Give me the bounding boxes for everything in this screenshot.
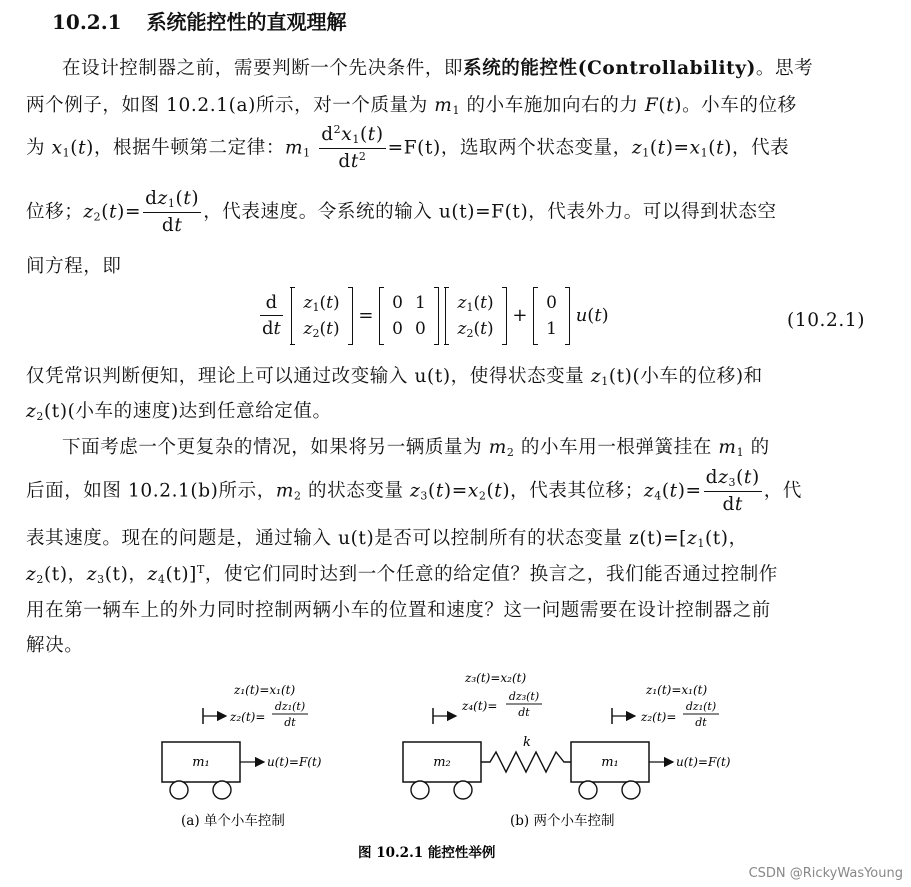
figure-carts: [0, 660, 911, 887]
equation-number: (10.2.1): [787, 310, 866, 331]
wheel: [622, 781, 640, 799]
svg-text:m₁: m₁: [192, 755, 210, 770]
svg-text:dz₃(t): dz₃(t): [508, 690, 540, 703]
spring: [481, 752, 571, 772]
p1-line5: 间方程，即: [26, 256, 122, 277]
wheel: [411, 781, 429, 799]
p3-line6: 解决。: [26, 635, 84, 656]
fig-b-eq-z4: z₄(t)=: [462, 699, 498, 713]
p1-line1: 在设计控制器之前，需要判断一个先决条件，即系统的能控性(Controllability)。思考: [62, 58, 814, 79]
svg-text:dz₁(t): dz₁(t): [685, 700, 717, 713]
p1-line2: 两个例子，如图 10.2.1(a)所示，对一个质量为 $m_1$ 的小车施加向右的力 F(t)。小车的位移: [26, 95, 797, 117]
matrix-b: 0 1: [533, 288, 570, 344]
p3-line1: 下面考虑一个更复杂的情况，如果将另一辆质量为 $m_2$ 的小车用一根弹簧挂在 $m_1$ 的: [62, 437, 770, 459]
wheel: [454, 781, 472, 799]
svg-text:dt: dt: [518, 706, 530, 719]
wheel: [170, 781, 188, 799]
fig-b-eq-z3: z₃(t)=x₂(t): [465, 671, 527, 685]
svg-text:m₂: m₂: [433, 755, 451, 770]
p3-line5: 用在第一辆车上的外力同时控制两辆小车的位置和速度？这一问题需要在设计控制器之前: [26, 600, 771, 621]
wheel: [579, 781, 597, 799]
p3-line2: 后面，如图 10.2.1(b)所示，$m_2$ 的状态变量 $z_3(t)=x_2(t)$，代表其位移；$z_4(t)=$ $\frac{dz_3(t)}{dt}$ ，代: [26, 467, 802, 515]
fig-b-input: u(t)=F(t): [676, 755, 731, 769]
fig-b-eq-z1: z₁(t)=x₁(t): [646, 683, 708, 697]
section-number: 10.2.1: [52, 10, 122, 34]
fig-b-eq-z2: z₂(t)=: [641, 710, 677, 724]
p3-line4: $z_2(t)$，$z_3(t)$，$z_4(t)]^T$，使它们同时达到一个任意的给定值？换言之，我们能否通过控制作: [26, 563, 778, 586]
svg-text:dt: dt: [695, 716, 707, 729]
state-vector: $z_1(t)$ $z_2(t)$: [291, 288, 353, 344]
fig-a-input: u(t)=F(t): [267, 755, 322, 769]
figure-b: [403, 671, 731, 829]
p3-line3: 表其速度。现在的问题是，通过输入 u(t)是否可以控制所有的状态变量 $z(t)=[z_1(t)$，: [26, 528, 748, 550]
section-heading: [52, 6, 347, 35]
fig-a-eq-z1: z₁(t)=x₁(t): [234, 683, 296, 697]
watermark: CSDN @RickyWasYoung: [748, 866, 903, 881]
matrix-a: 0 1 0 0: [379, 288, 439, 344]
figure-a: [162, 683, 322, 829]
svg-text:dz₁(t): dz₁(t): [274, 700, 306, 713]
p1-line3: 为 $x_1(t)$，根据牛顿第二定律：$m_1$ $\frac{d^2x_1(t)}{dt^2}$ =F(t)，选取两个状态变量，$z_1(t)=x_1(t)$，代表: [26, 123, 790, 172]
caption-a: (a) 单个小车控制: [181, 813, 285, 829]
caption-b: (b) 两个小车控制: [510, 813, 615, 829]
figure-title: 图 10.2.1 能控性举例: [358, 845, 496, 861]
section-title: 系统能控性的直观理解: [146, 10, 347, 34]
spring-constant: k: [523, 735, 531, 750]
state-space-equation: $\frac{d}{dt}$ $z_1(t)$ $z_2(t)$ = 0 1 0 0 $z_1(t)$ $z_2(t)$ + 0 1 u(t): [258, 288, 609, 344]
p1-line4: 位移；$z_2(t)=$ $\frac{dz_1(t)}{dt}$ ，代表速度。令系统的输入 u(t)=F(t)，代表外力。可以得到状态空: [26, 188, 777, 236]
wheel: [213, 781, 231, 799]
p2-line2: $z_2(t)$(小车的速度)达到任意给定值。: [26, 401, 332, 423]
p2-line1: 仅凭常识判断便知，理论上可以通过改变输入 u(t)，使得状态变量 $z_1(t)$(小车的位移)和: [26, 366, 763, 388]
fig-a-eq-z2: z₂(t)=: [230, 710, 266, 724]
svg-text:dt: dt: [284, 716, 296, 729]
svg-text:m₁: m₁: [601, 755, 619, 770]
